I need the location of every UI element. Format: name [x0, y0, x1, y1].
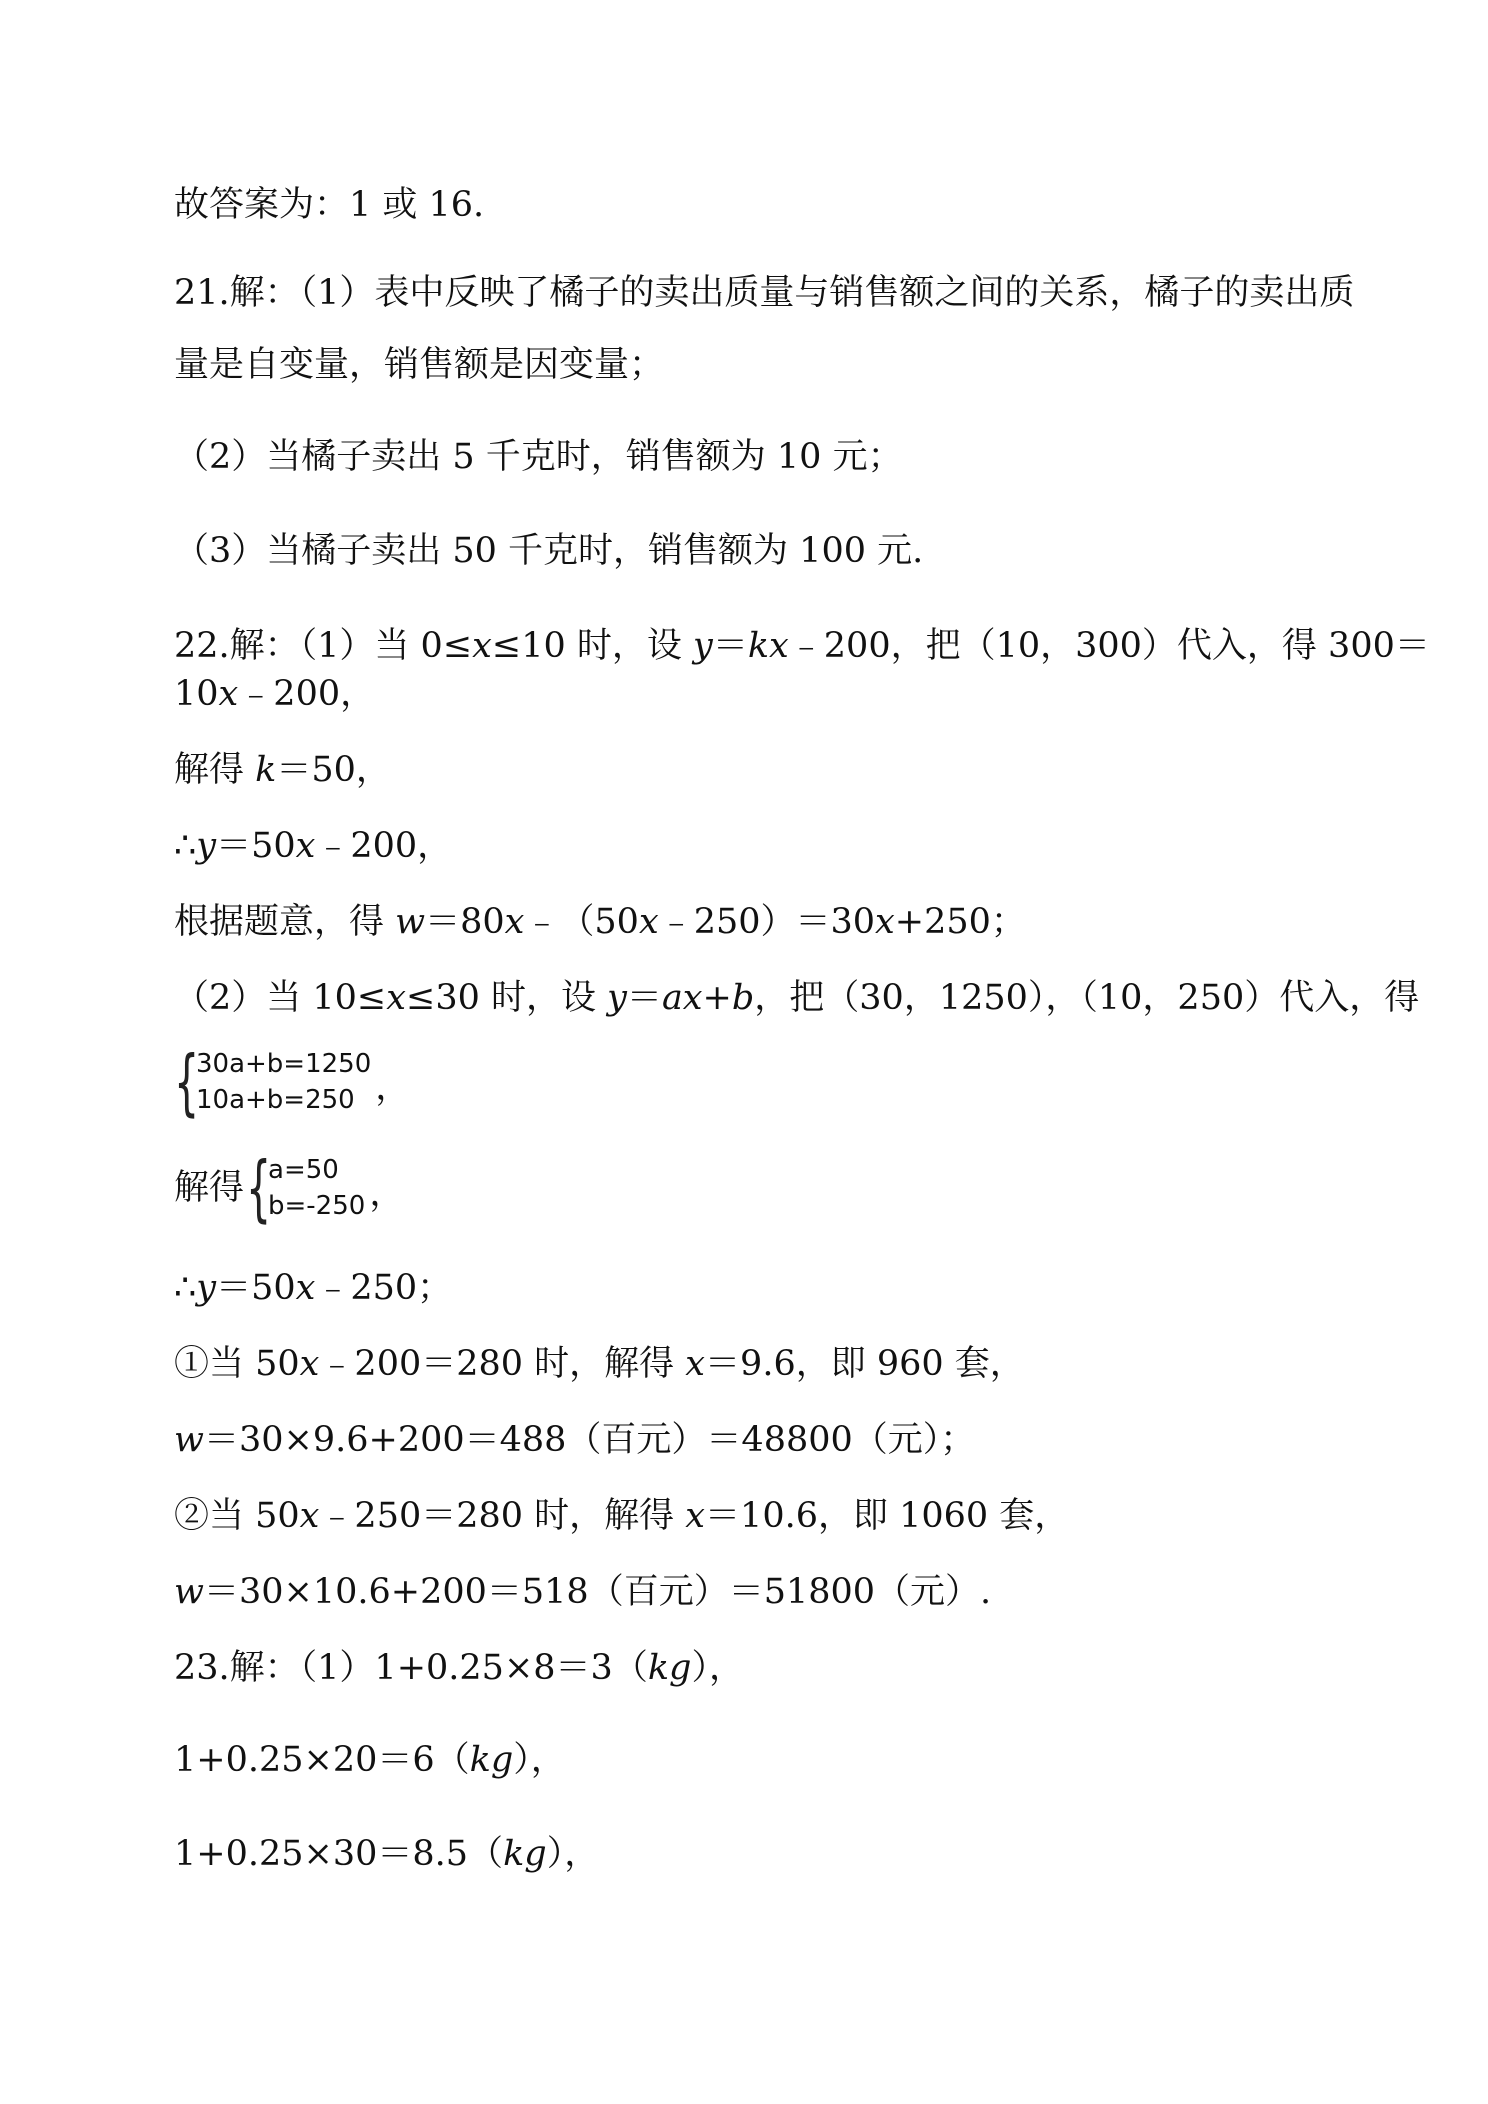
equation: 30a+b=1250 — [196, 1049, 372, 1079]
left-brace: { — [246, 1146, 272, 1230]
q22-case-1: ①当 50x﹣200＝280 时，解得 x＝9.6，即 960 套， — [174, 1344, 1025, 1384]
q21-line-1: 21.解：（1）表中反映了橘子的卖出质量与销售额之间的关系，橘子的卖出质 — [174, 273, 1355, 313]
q23-line-3: 1+0.25×30＝8.5（kg）， — [174, 1834, 600, 1874]
q22-y-formula-1: ∴y＝50x﹣200， — [174, 826, 453, 866]
q23-line-1: 23.解：（1）1+0.25×8＝3（kg）， — [174, 1648, 744, 1688]
q22-y-formula-2: ∴y＝50x﹣250； — [174, 1268, 453, 1308]
q22-case-1-w: w＝30×9.6+200＝488（百元）＝48800（元）； — [174, 1420, 976, 1460]
q22-line-1: 22.解：（1）当 0≤x≤10 时，设 y＝kx﹣200，把（10，300）代入，得 300＝ — [174, 626, 1430, 666]
equation: a=50 — [268, 1155, 339, 1185]
equation-system-1: { 30a+b=1250 10a+b=250 ， — [174, 1040, 411, 1124]
equation: b=-250 — [268, 1191, 366, 1221]
answer-line: 故答案为：1 或 16. — [174, 185, 485, 225]
equation: 10a+b=250 — [196, 1085, 355, 1115]
q22-solve-k: 解得 k＝50， — [174, 750, 391, 790]
q22-part-2: （2）当 10≤x≤30 时，设 y＝ax+b，把（30，1250），（10，250）代入，得 — [174, 978, 1420, 1018]
q22-case-2-w: w＝30×10.6+200＝518（百元）＝51800（元）. — [174, 1572, 992, 1612]
q22-w-formula: 根据题意，得 w＝80x﹣（50x﹣250）＝30x+250； — [174, 902, 1026, 942]
q23-line-2: 1+0.25×20＝6（kg）， — [174, 1740, 566, 1780]
q22-line-2: 10x﹣200， — [174, 674, 376, 714]
q21-part-2: （2）当橘子卖出 5 千克时，销售额为 10 元； — [174, 437, 903, 477]
left-brace: { — [174, 1040, 200, 1124]
equation-system-2: 解得 { a=50 b=-250 ， — [174, 1146, 405, 1230]
q21-line-2: 量是自变量，销售额是因变量； — [174, 345, 665, 385]
q22-case-2: ②当 50x﹣250＝280 时，解得 x＝10.6，即 1060 套， — [174, 1496, 1070, 1536]
q21-part-3: （3）当橘子卖出 50 千克时，销售额为 100 元. — [174, 531, 924, 571]
